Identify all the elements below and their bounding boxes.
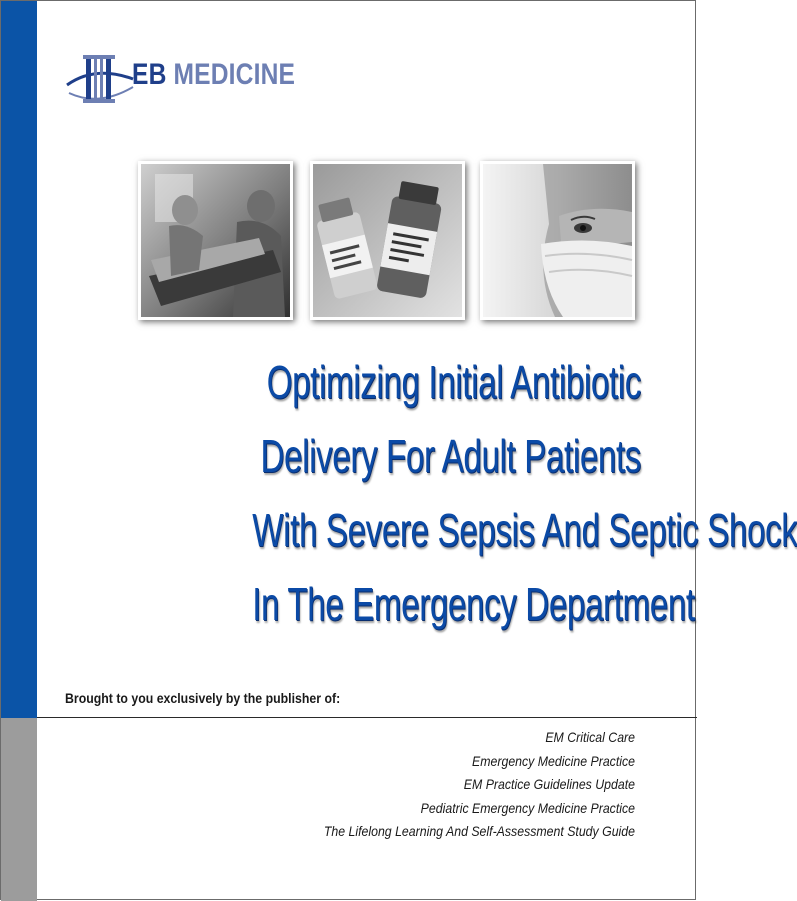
publication-item: The Lifelong Learning And Self-Assessment Study Guide (323, 823, 635, 839)
publication-item: EM Critical Care (545, 729, 635, 745)
document-title (101, 345, 797, 641)
publisher-intro: Brought to you exclusively by the publisher of: (65, 690, 341, 706)
pillar-logo-icon (65, 51, 135, 107)
title-line-4: In The Emergency Department (252, 578, 695, 630)
logo-wordmark (132, 58, 295, 92)
logo-text-eb: EB (132, 58, 174, 91)
publication-item: Emergency Medicine Practice (472, 752, 635, 769)
sidebar-gray-band (1, 718, 37, 901)
antibiotic-vials-photo (310, 161, 465, 320)
divider-rule (37, 717, 697, 718)
title-line-1: Optimizing Initial Antibiotic (266, 356, 641, 408)
eb-medicine-logo (65, 51, 315, 107)
title-line-2: Delivery For Adult Patients (260, 430, 641, 482)
publication-item: Pediatric Emergency Medicine Practice (420, 799, 635, 816)
publication-list (141, 726, 635, 844)
publication-item: EM Practice Guidelines Update (463, 776, 635, 792)
masked-clinician-photo (480, 161, 635, 320)
sidebar-blue-band (1, 1, 37, 718)
emergency-team-photo (138, 161, 293, 320)
logo-text-medicine: MEDICINE (173, 58, 296, 91)
title-line-3: With Severe Sepsis And Septic Shock (252, 504, 797, 556)
